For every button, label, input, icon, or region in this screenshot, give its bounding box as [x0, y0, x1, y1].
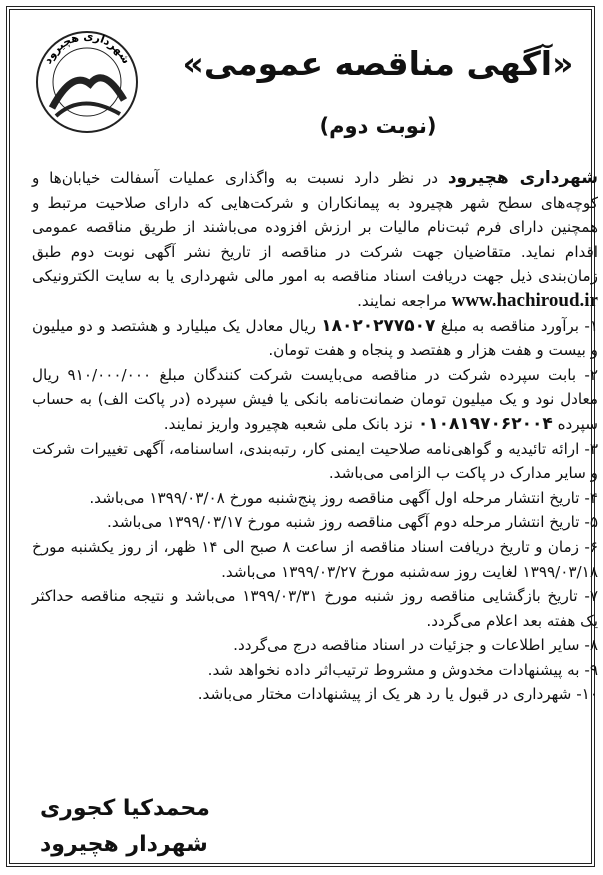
signer-name: محمدکیا کجوری: [40, 796, 210, 821]
list-item: ۹- به پیشنهادات مخدوش و مشروط ترتیب‌اثر داده نخواهد شد.: [207, 660, 598, 679]
list-item: ۱- برآورد مناقصه به مبلغ ۱۸۰۲۰۲۷۷۵۰۷ ریال معادل یک میلیارد و هشتصد و دو میلیون و بیست و هفت هزار و هفتصد و پنجاه و هفت تومان.: [32, 315, 598, 360]
notice-title: «آگهی مناقصه عمومی»: [182, 44, 574, 83]
intro-org: شهرداری هچیرود: [447, 168, 598, 188]
list-item: ۳- ارائه تائیدیه و گواهی‌نامه صلاحیت ایمنی کار، رتبه‌بندی، اساسنامه، آگهی تغییرات شرکت و سایر مدارک در پاکت ب الزامی می‌باشد.: [32, 439, 598, 483]
list-item: ۲- بابت سپرده شرکت در مناقصه می‌بایست شرکت کنندگان مبلغ ۹۱۰/۰۰۰/۰۰۰ ریال معادل نود و یک میلیون تومان ضمانت‌نامه بانکی یا فیش سپرده (در پاکت الف) به حساب سپرده ۰۱۰۸۱۹۷۰۶۲۰۰۴ نزد بانک ملی شعبه هچیرود واریز نمایند.: [32, 365, 598, 434]
notice-frame: [6, 6, 598, 867]
notice-body: [32, 166, 598, 707]
signer-position: شهردار هچیرود: [40, 832, 208, 857]
list-item: ۵- تاریخ انتشار مرحله دوم آگهی مناقصه روز شنبه مورخ ۱۳۹۹/۰۳/۱۷ می‌باشد.: [107, 513, 598, 532]
deposit-account: ۰۱۰۸۱۹۷۰۶۲۰۰۴: [417, 413, 553, 434]
website-link[interactable]: www.hachiroud.ir: [451, 289, 598, 311]
municipality-logo: [32, 30, 142, 134]
logo-text: شهرداری هچیرود: [40, 30, 133, 67]
intro-text-1: در نظر دارد نسبت به واگذاری عملیات آسفالت خیابان‌ها و کوچه‌های سطح شهر هچیرود به پیمانکاران و شرکت‌هایی که دارای صلاحیت مرتبط و همچنین دارای فرم ثبت‌نام مالیات بر ارزش افزوده می‌باشند از طریق مناقصه عمومی اقدام نماید. متقاضیان جهت شرکت در مناقصه از تاریخ نشر آگهی نوبت دوم طبق زمان‌بندی ذیل جهت دریافت اسناد مناقصه به امور مالی شهرداری یا به سایت الکترونیکی: [32, 169, 598, 286]
intro-text-2: مراجعه نمایند.: [357, 291, 452, 310]
notice-round: (نوبت دوم): [319, 114, 437, 138]
list-item: ۴- تاریخ انتشار مرحله اول آگهی مناقصه روز پنج‌شنبه مورخ ۱۳۹۹/۰۳/۰۸ می‌باشد.: [89, 488, 598, 507]
list-item: ۷- تاریخ بازگشایی مناقصه روز شنبه مورخ ۱۳۹۹/۰۳/۳۱ می‌باشد و نتیجه مناقصه حداکثر یک هفته بعد اعلام می‌گردد.: [32, 587, 598, 630]
estimate-amount: ۱۸۰۲۰۲۷۷۵۰۷: [321, 315, 436, 336]
intro-paragraph: [32, 166, 598, 314]
list-item: ۶- زمان و تاریخ دریافت اسناد مناقصه از ساعت ۸ صبح الی ۱۴ ظهر، از روز یکشنبه مورخ ۱۳۹۹/۰۳/۱۸ لغایت روز سه‌شنبه مورخ ۱۳۹۹/۰۳/۲۷ می‌باشد.: [32, 537, 598, 581]
list-item: ۸- سایر اطلاعات و جزئیات در اسناد مناقصه درج می‌گردد.: [233, 636, 598, 655]
list-item: ۱۰- شهرداری در قبول یا رد هر یک از پیشنهادات مختار می‌باشد.: [197, 685, 598, 704]
